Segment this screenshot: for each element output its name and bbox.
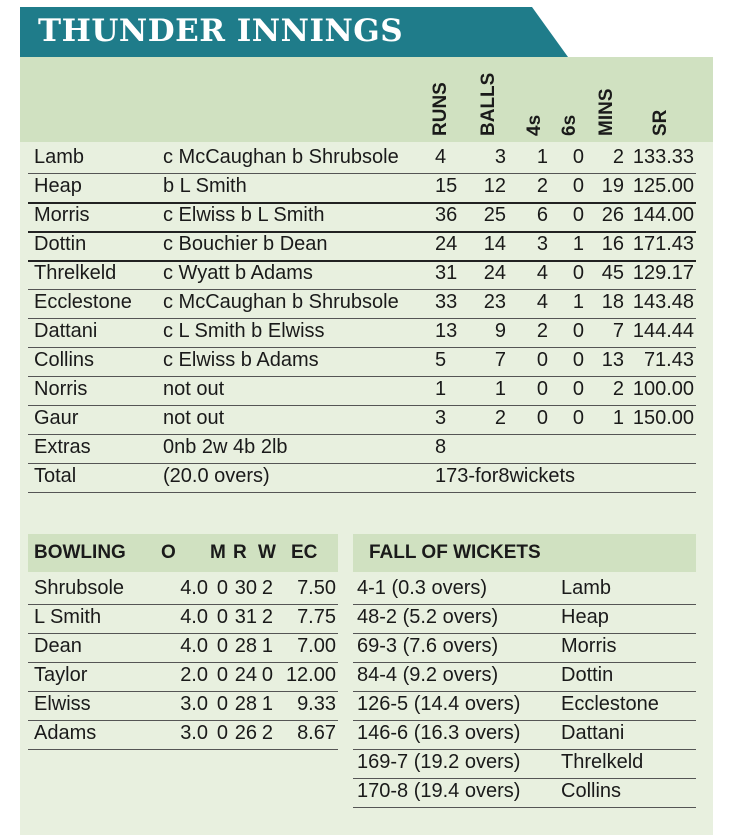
dismissal: c Wyatt b Adams bbox=[163, 262, 313, 284]
mins: 16 bbox=[601, 233, 624, 255]
overs: 4.0 bbox=[180, 606, 208, 628]
sixes: 0 bbox=[572, 175, 584, 197]
maidens: 0 bbox=[216, 606, 228, 628]
strike-rate: 144.44 bbox=[632, 320, 694, 342]
fow-batter: Threlkeld bbox=[561, 751, 644, 773]
runs: 5 bbox=[435, 349, 447, 371]
bowling-row bbox=[28, 633, 338, 663]
strike-rate: 133.33 bbox=[632, 146, 694, 168]
dismissal: c Elwiss b Adams bbox=[163, 349, 319, 371]
fow-batter: Ecclestone bbox=[561, 693, 659, 715]
mins: 7 bbox=[612, 320, 624, 342]
extras-value: 8 bbox=[435, 436, 447, 458]
strike-rate: 144.00 bbox=[632, 204, 694, 226]
batter-name: Dottin bbox=[34, 233, 87, 255]
maidens: 0 bbox=[216, 664, 228, 686]
bowler-name: Shrubsole bbox=[34, 577, 125, 599]
batting-row bbox=[28, 173, 696, 204]
bowler-name: Elwiss bbox=[34, 693, 91, 715]
bowling-header-w: W bbox=[258, 542, 276, 563]
fours: 0 bbox=[536, 378, 548, 400]
fow-batter: Heap bbox=[561, 606, 609, 628]
fow-header bbox=[353, 534, 696, 572]
fow-score: 126-5 (14.4 overs) bbox=[357, 693, 521, 715]
economy: 12.00 bbox=[285, 664, 336, 686]
wickets: 1 bbox=[261, 693, 273, 715]
balls: 14 bbox=[483, 233, 506, 255]
fow-score: 169-7 (19.2 overs) bbox=[357, 751, 521, 773]
extras-detail: 0nb 2w 4b 2lb bbox=[163, 436, 288, 458]
runs: 15 bbox=[435, 175, 458, 197]
bowling-row bbox=[28, 575, 338, 605]
sixes: 1 bbox=[572, 291, 584, 313]
bowler-name: Dean bbox=[34, 635, 82, 657]
header-fours: 4s bbox=[524, 114, 545, 136]
bowling-header-m: M bbox=[210, 542, 226, 563]
wickets: 0 bbox=[261, 664, 273, 686]
mins: 1 bbox=[612, 407, 624, 429]
dismissal: b L Smith bbox=[163, 175, 247, 197]
dismissal: not out bbox=[163, 378, 225, 400]
bowling-row bbox=[28, 662, 338, 692]
mins: 2 bbox=[612, 378, 624, 400]
batting-row bbox=[28, 347, 696, 377]
wickets: 1 bbox=[261, 635, 273, 657]
runs: 33 bbox=[435, 291, 458, 313]
fow-row bbox=[353, 633, 696, 663]
bowling-row bbox=[28, 604, 338, 634]
header-sixes: 6s bbox=[559, 114, 580, 136]
header-sr: SR bbox=[650, 109, 671, 136]
balls: 24 bbox=[483, 262, 506, 284]
maidens: 0 bbox=[216, 577, 228, 599]
fow-score: 84-4 (9.2 overs) bbox=[357, 664, 499, 686]
balls: 25 bbox=[483, 204, 506, 226]
economy: 9.33 bbox=[297, 693, 336, 715]
overs: 4.0 bbox=[180, 635, 208, 657]
fow-row bbox=[353, 720, 696, 750]
balls: 23 bbox=[483, 291, 506, 313]
dismissal: not out bbox=[163, 407, 225, 429]
bowler-name: Taylor bbox=[34, 664, 88, 686]
batter-name: Collins bbox=[34, 349, 95, 371]
overs: 3.0 bbox=[180, 693, 208, 715]
fow-row bbox=[353, 691, 696, 721]
sixes: 0 bbox=[572, 204, 584, 226]
fow-batter: Dattani bbox=[561, 722, 625, 744]
header-runs: RUNS bbox=[430, 82, 451, 136]
bowler-name: Adams bbox=[34, 722, 97, 744]
dismissal: c McCaughan b Shrubsole bbox=[163, 291, 399, 313]
mins: 2 bbox=[612, 146, 624, 168]
fow-batter: Morris bbox=[561, 635, 617, 657]
balls: 9 bbox=[494, 320, 506, 342]
mins: 45 bbox=[601, 262, 624, 284]
sixes: 0 bbox=[572, 146, 584, 168]
page-title: THUNDER INNINGS bbox=[38, 13, 404, 49]
fours: 0 bbox=[536, 407, 548, 429]
overs: 4.0 bbox=[180, 577, 208, 599]
fow-title: FALL OF WICKETS bbox=[369, 542, 541, 563]
extras-label: Extras bbox=[34, 436, 91, 458]
mins: 18 bbox=[601, 291, 624, 313]
batter-name: Ecclestone bbox=[34, 291, 132, 313]
fow-row bbox=[353, 604, 696, 634]
fow-score: 48-2 (5.2 overs) bbox=[357, 606, 499, 628]
header-balls: BALLS bbox=[478, 72, 499, 136]
bowling-row bbox=[28, 691, 338, 721]
fow-batter: Dottin bbox=[561, 664, 614, 686]
bowling-header-o: O bbox=[161, 542, 176, 563]
economy: 7.50 bbox=[297, 577, 336, 599]
fow-score: 4-1 (0.3 overs) bbox=[357, 577, 488, 599]
sixes: 0 bbox=[572, 262, 584, 284]
batting-row bbox=[28, 260, 696, 290]
wickets: 2 bbox=[261, 722, 273, 744]
strike-rate: 143.48 bbox=[632, 291, 694, 313]
fow-row bbox=[353, 749, 696, 779]
runs-conceded: 31 bbox=[234, 606, 257, 628]
runs-conceded: 28 bbox=[234, 635, 257, 657]
strike-rate: 171.43 bbox=[632, 233, 694, 255]
batting-row bbox=[28, 318, 696, 348]
fours: 4 bbox=[536, 291, 548, 313]
strike-rate: 100.00 bbox=[632, 378, 694, 400]
runs-conceded: 30 bbox=[234, 577, 257, 599]
batting-row bbox=[28, 231, 696, 262]
economy: 7.00 bbox=[297, 635, 336, 657]
bowling-header-ec: EC bbox=[291, 542, 318, 563]
batter-name: Threlkeld bbox=[34, 262, 117, 284]
runs: 24 bbox=[435, 233, 458, 255]
runs-conceded: 24 bbox=[234, 664, 257, 686]
batter-name: Heap bbox=[34, 175, 82, 197]
runs: 3 bbox=[435, 407, 447, 429]
balls: 2 bbox=[494, 407, 506, 429]
strike-rate: 125.00 bbox=[632, 175, 694, 197]
strike-rate: 150.00 bbox=[632, 407, 694, 429]
bowling-header-r: R bbox=[233, 542, 247, 563]
bowling-header bbox=[28, 534, 338, 572]
batting-row bbox=[28, 289, 696, 319]
balls: 12 bbox=[483, 175, 506, 197]
bowling-row bbox=[28, 720, 338, 750]
dismissal: c Elwiss b L Smith bbox=[163, 204, 325, 226]
fours: 3 bbox=[536, 233, 548, 255]
fow-row bbox=[353, 778, 696, 808]
sixes: 0 bbox=[572, 320, 584, 342]
fours: 6 bbox=[536, 204, 548, 226]
economy: 8.67 bbox=[297, 722, 336, 744]
runs: 1 bbox=[435, 378, 447, 400]
fow-batter: Lamb bbox=[561, 577, 612, 599]
total-detail: (20.0 overs) bbox=[163, 465, 270, 487]
fow-row bbox=[353, 575, 696, 605]
total-row bbox=[28, 463, 696, 493]
sixes: 1 bbox=[572, 233, 584, 255]
fours: 2 bbox=[536, 175, 548, 197]
sixes: 0 bbox=[572, 349, 584, 371]
balls: 3 bbox=[494, 146, 506, 168]
batter-name: Gaur bbox=[34, 407, 79, 429]
bowler-name: L Smith bbox=[34, 606, 102, 628]
batting-row bbox=[28, 144, 696, 174]
batting-row bbox=[28, 376, 696, 406]
runs-conceded: 26 bbox=[234, 722, 257, 744]
strike-rate: 71.43 bbox=[643, 349, 694, 371]
balls: 1 bbox=[494, 378, 506, 400]
dismissal: c McCaughan b Shrubsole bbox=[163, 146, 399, 168]
fours: 2 bbox=[536, 320, 548, 342]
overs: 2.0 bbox=[180, 664, 208, 686]
runs: 13 bbox=[435, 320, 458, 342]
bowling-title: BOWLING bbox=[34, 542, 126, 563]
fow-score: 146-6 (16.3 overs) bbox=[357, 722, 521, 744]
batting-row bbox=[28, 202, 696, 233]
fours: 4 bbox=[536, 262, 548, 284]
balls: 7 bbox=[494, 349, 506, 371]
runs: 36 bbox=[435, 204, 458, 226]
maidens: 0 bbox=[216, 635, 228, 657]
fow-score: 69-3 (7.6 overs) bbox=[357, 635, 499, 657]
total-value: 173-for8wickets bbox=[435, 465, 576, 487]
strike-rate: 129.17 bbox=[632, 262, 694, 284]
fours: 1 bbox=[536, 146, 548, 168]
mins: 19 bbox=[601, 175, 624, 197]
mins: 13 bbox=[601, 349, 624, 371]
batter-name: Morris bbox=[34, 204, 90, 226]
extras-row bbox=[28, 434, 696, 464]
header-mins: MINS bbox=[596, 88, 617, 136]
overs: 3.0 bbox=[180, 722, 208, 744]
batter-name: Norris bbox=[34, 378, 88, 400]
sixes: 0 bbox=[572, 407, 584, 429]
fow-batter: Collins bbox=[561, 780, 622, 802]
runs: 31 bbox=[435, 262, 458, 284]
mins: 26 bbox=[601, 204, 624, 226]
economy: 7.75 bbox=[297, 606, 336, 628]
sixes: 0 bbox=[572, 378, 584, 400]
maidens: 0 bbox=[216, 693, 228, 715]
maidens: 0 bbox=[216, 722, 228, 744]
wickets: 2 bbox=[261, 606, 273, 628]
batting-row bbox=[28, 405, 696, 435]
runs: 4 bbox=[435, 146, 447, 168]
dismissal: c L Smith b Elwiss bbox=[163, 320, 325, 342]
dismissal: c Bouchier b Dean bbox=[163, 233, 328, 255]
batter-name: Lamb bbox=[34, 146, 85, 168]
wickets: 2 bbox=[261, 577, 273, 599]
batter-name: Dattani bbox=[34, 320, 98, 342]
fow-score: 170-8 (19.4 overs) bbox=[357, 780, 521, 802]
runs-conceded: 28 bbox=[234, 693, 257, 715]
fours: 0 bbox=[536, 349, 548, 371]
total-label: Total bbox=[34, 465, 77, 487]
fow-row bbox=[353, 662, 696, 692]
